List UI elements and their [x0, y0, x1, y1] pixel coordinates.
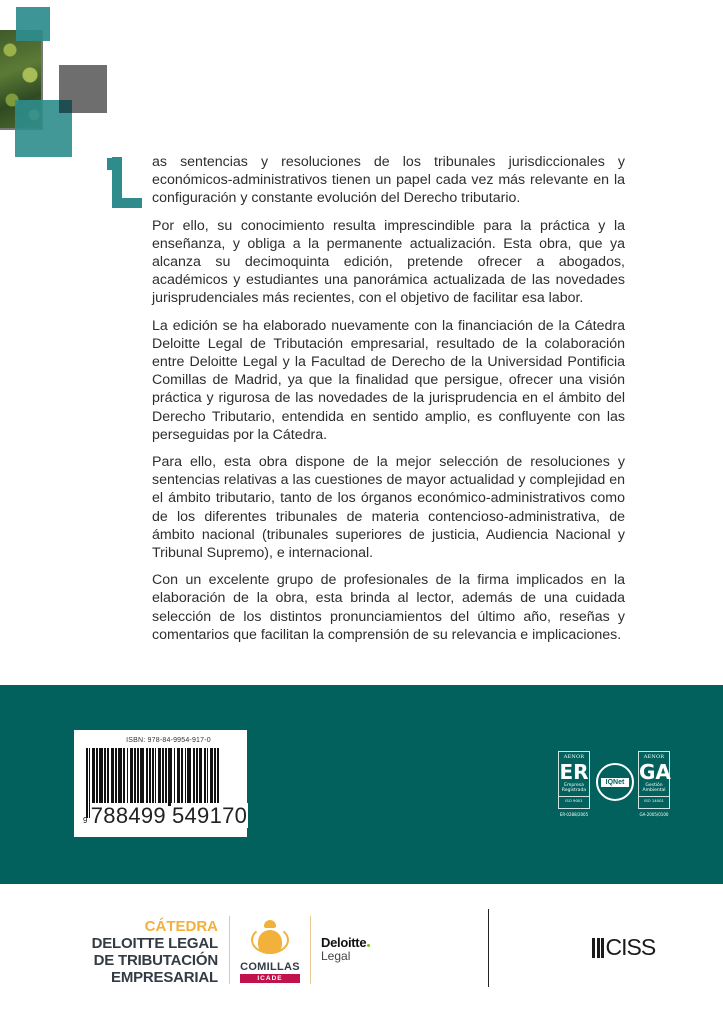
paragraph-4: Para ello, esta obra dispone de la mejor selección de resoluciones y sentencias relativas a las cuestiones de mayor actualidad y complejidad en el ámbito tributario, tanto de los órganos económico-administrativos como de los diferentes tribunales de materia contencioso-administrativa, de ámbito nacional (tribunales superiores de justicia, Audiencia Nacional y Tribunal Supremo), e internacional. [152, 454, 625, 562]
paragraph-3: La edición se ha elaborado nuevamente con la financiación de la Cátedra Deloitte Legal de Tributación empresarial, resultado de la colaboración entre Deloitte Legal y la Facultad de Derecho de la Universidad Pontificia Comillas de Madrid, ya que la finalidad que persigue, ofrecer una visión práctica y rigurosa de las novedades de la jurisprudencia en el ámbito del Derecho Tributario, entendida en sentido amplio, es confluyente con las perseguidas por la Cátedra. [152, 317, 625, 443]
paragraph-1: as sentencias y resoluciones de los tribunales jurisdiccionales y económicos-administrativos tienen un papel cada vez más relevante en la configuración y constante evolución del Derecho tributario. [152, 154, 625, 207]
catedra-logo: CÁTEDRA DELOITTE LEGAL DE TRIBUTACIÓN EMPRESARIAL [91, 918, 218, 986]
logo-divider [229, 916, 230, 984]
dropcap-l [112, 157, 142, 208]
comillas-logo: COMILLAS ICADE [236, 920, 304, 983]
paragraph-2: Por ello, su conocimiento resulta imprescindible para la práctica y la enseñanza, y obliga a la permanente actualización. Esta obra, que ya alcanza su decimoquinta edición, pretende ofrecer a abogados, académicos y estudiantes una panorámica actualizada de las novedades jurisprudenciales más recientes, con el objetivo de facilitar esa labor. [152, 217, 625, 307]
decorative-square-teal [16, 7, 50, 41]
comillas-crest-icon [251, 920, 289, 956]
aenor-ga-badge: AENOR GA Gestión Ambiental ISO 14001 GA-2005/0100 [638, 751, 670, 809]
logo-divider [310, 916, 311, 984]
back-cover-text [152, 153, 625, 653]
deloitte-dot-icon [367, 944, 370, 947]
deloitte-legal-logo: Deloitte Legal [321, 935, 370, 963]
decorative-square-overlap [59, 100, 72, 113]
ciss-logo: CISS [592, 934, 655, 961]
footer-divider [488, 909, 489, 987]
aenor-er-badge: AENOR ER Empresa Registrada ISO 9001 ER-0288/2005 [558, 751, 590, 809]
isbn-label: ISBN: 978-84-9954-917-0 [126, 737, 211, 744]
ean-digits: 9 788499 549170 [83, 803, 248, 828]
iqnet-badge: IQNet [596, 763, 634, 801]
paragraph-5: Con un excelente grupo de profesionales de la firma implicados en la elaboración de la obra, esta brinda al lector, además de una cuidada selección de los distintos pronunciamientos del último año, reseñas y comentarios que facilitan la comprensión de su relevancia e implicaciones. [152, 572, 625, 643]
isbn-barcode [74, 730, 247, 837]
